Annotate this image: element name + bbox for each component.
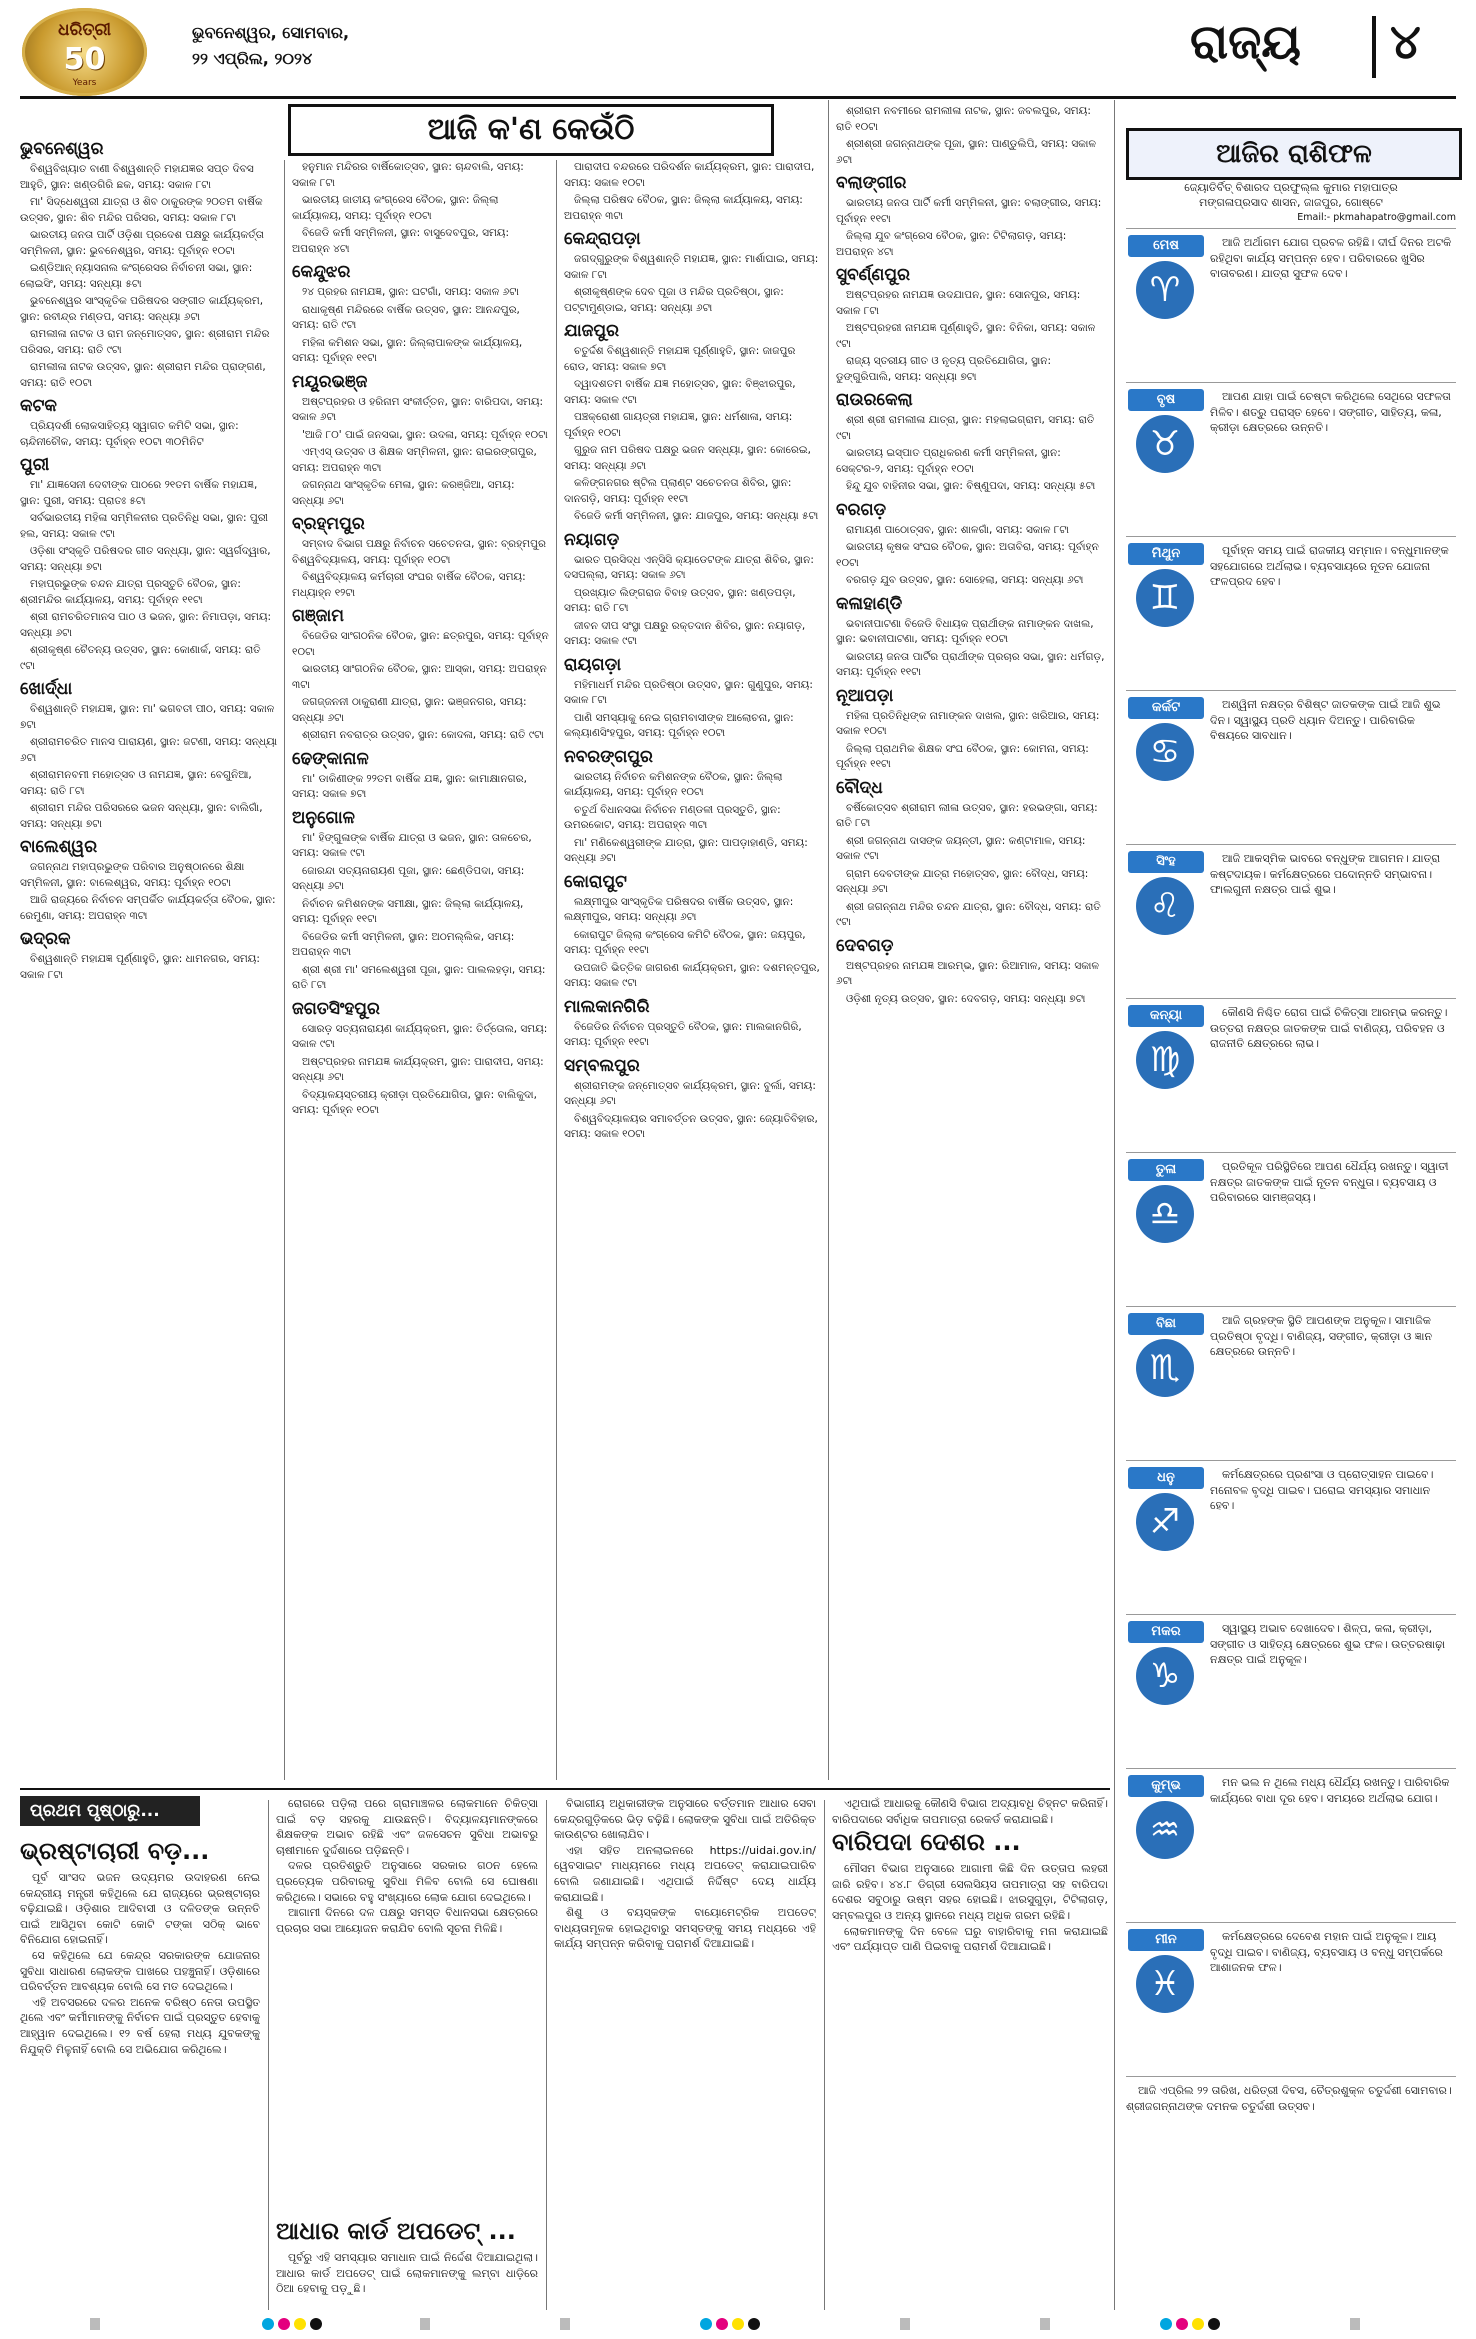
event-item: ମା' ଯାଜ୍ଞସେନୀ ଦେବୀଙ୍କ ପାଠରେ ୨୧ତମ ବାର୍ଷିକ ମହାଯଜ୍ଞ, ସ୍ଥାନ: ପୁରୀ, ସମୟ: ପ୍ରାତଃ ୫ଟା — [20, 479, 258, 507]
astrologer-email: Email:- pkmahapatro@gmail.com — [1297, 212, 1456, 223]
horoscope-sign — [1126, 382, 1456, 515]
sign-prediction: ମନ ଭଲ ନ ଥିଲେ ମଧ୍ୟ ଧୈର୍ଯ୍ୟ ରଖନ୍ତୁ। ପାରିବାରିକ କାର୍ଯ୍ୟରେ ବାଧା ଦୂର ହେବ। ସମୟରେ ଅର୍ଥଲାଭ ଯୋଗ। — [1210, 1776, 1450, 1805]
event-item: ସର୍ବଭାରତୀୟ ମହିଳା ସମ୍ମିଳନୀର ପ୍ରତିନିଧି ସଭା, ସ୍ଥାନ: ପୁରୀ ହଲ, ସମୟ: ସକାଳ ୯ଟା — [20, 512, 269, 540]
zodiac-icon: ♌ — [1136, 877, 1194, 935]
horoscope-sign — [1126, 1460, 1456, 1593]
story-4-para: ଏଥିପାଇଁ ଆଧାରକୁ କୌଣସି ବିଭାଗ ଅଦ୍ୟାବଧି ଚିହ୍ନଟ କରିନାହିଁ। ବାରିପଦାରେ ସର୍ବାଧିକ ତାପମାତ୍ରା ରେକର୍ଡ କରାଯାଇଛି। — [832, 1797, 1108, 1826]
story-4 — [832, 1796, 1108, 2311]
sign-prediction: ଆଜି ଅର୍ଥାଗମ ଯୋଗ ପ୍ରବଳ ରହିଛି। ଦୀର୍ଘ ଦିନର ଅଟକି ରହିଥିବା କାର୍ଯ୍ୟ ସମ୍ପନ୍ନ ହେବ। ପରିବାରରେ ଖୁସିର ବାତାବରଣ। ଯାତ୍ରା ସୁଫଳ ଦେବ। — [1210, 236, 1452, 280]
sign-name: କର୍କଟ — [1128, 697, 1204, 719]
column-rule — [284, 160, 285, 1780]
story-4-title: ବାରିପଦା ଦେଶର ... — [832, 1828, 1021, 1857]
district-heading: ନୟାଗଡ଼ — [564, 529, 620, 550]
zodiac-icon: ♋ — [1136, 723, 1194, 781]
event-item: ଅଷ୍ଟପ୍ରହର ନାମଯଜ୍ଞ ଉଦଯାପନ, ସ୍ଥାନ: ସୋନପୁର, ସମୟ: ସକାଳ ୮ଟା — [836, 289, 1081, 317]
event-item: ଅଷ୍ଟପ୍ରହର ନାମଯଜ୍ଞ କାର୍ଯ୍ୟକ୍ରମ, ସ୍ଥାନ: ପାରାଦୀପ, ସମୟ: ସନ୍ଧ୍ୟା ୬ଟା — [292, 1055, 544, 1083]
story-3-para: ବିଭାଗୀୟ ଅଧିକାରୀଙ୍କ ଅନୁସାରେ ବର୍ତ୍ତମାନ ଆଧାର ସେବା କେନ୍ଦ୍ରଗୁଡ଼ିକରେ ଭିଡ଼ ବଢ଼ିଛି। ଲୋକଙ୍କ ସୁବିଧା ପାଇଁ ଅତିରିକ୍ତ କାଉଣ୍ଟର ଖୋଲାଯିବ। — [554, 1797, 816, 1842]
district-heading: କୋରାପୁଟ — [564, 871, 627, 892]
event-item: ଅଷ୍ଟପ୍ରହର ଓ ହରିନାମ ସଂକୀର୍ତ୍ତନ, ସ୍ଥାନ: ବାରିପଦା, ସମୟ: ସକାଳ ୬ଟା — [292, 395, 544, 423]
district-heading: ରାୟଗଡ଼ା — [564, 654, 622, 675]
zodiac-icon: ♏ — [1136, 1339, 1194, 1397]
sign-prediction: କୌଣସି ନିଶ୍ଚିତ ରୋଗ ପାଇଁ ଚିକିତ୍ସା ଆରମ୍ଭ କରନ୍ତୁ। ଉତ୍ତରା ନକ୍ଷତ୍ର ଜାତକଙ୍କ ପାଇଁ ବାଣିଜ୍ୟ, ପରିବହନ ଓ ରାଜନୀତି କ୍ଷେତ୍ରରେ ଲାଭ। — [1210, 1006, 1448, 1050]
district-heading: ନୂଆପଡ଼ା — [836, 685, 894, 706]
event-item: ଜୋରନ୍ଦା ସତ୍ୟନାରାୟଣ ପୂଜା, ସ୍ଥାନ: ଛେଣ୍ଡିପଦା, ସମୟ: ସନ୍ଧ୍ୟା ୬ଟା — [292, 864, 525, 892]
horoscope-sign — [1126, 536, 1456, 669]
horoscope-sign — [1126, 690, 1456, 823]
event-item: ଗ୍ରାମ ଦେବତୀଙ୍କ ଯାତ୍ରା ମହୋତ୍ସବ, ସ୍ଥାନ: ବୌଦ୍ଧ, ସମୟ: ସନ୍ଧ୍ୟା ୬ଟା — [836, 867, 1089, 895]
events-banner: ଆଜି କ'ଣ କେଉଁଠି — [288, 104, 774, 156]
sign-name: ତୁଳା — [1128, 1159, 1204, 1181]
district-heading: ବାଲେଶ୍ୱର — [20, 837, 98, 857]
district-heading: ବୌଦ୍ଧ — [836, 777, 883, 798]
event-item: ଜିଲ୍ଲା ପରିଷଦ ବୈଠକ, ସ୍ଥାନ: ଜିଲ୍ଲା କାର୍ଯ୍ୟାଳୟ, ସମୟ: ଅପରାହ୍ନ ୩ଟା — [564, 194, 803, 222]
horoscope-sign — [1126, 1306, 1456, 1439]
event-item: ରାମଲୀଳା ନାଟକ ଉତ୍ସବ, ସ୍ଥାନ: ଶ୍ରୀରାମ ମନ୍ଦିର ପ୍ରାଙ୍ଗଣ, ସମୟ: ରାତି ୧୦ଟା — [20, 361, 266, 389]
district-heading: ବଲାଙ୍ଗୀର — [836, 173, 907, 193]
event-item: ରାଧାକୃଷ୍ଣ ମନ୍ଦିରରେ ବାର୍ଷିକ ଉତ୍ସବ, ସ୍ଥାନ: ଆନନ୍ଦପୁର, ସମୟ: ରାତି ୯ଟା — [292, 303, 520, 331]
event-item: ଏମ୍‌ଏସ୍ ଉତ୍ସବ ଓ ଶିକ୍ଷକ ସମ୍ମିଳନୀ, ସ୍ଥାନ: ରାଇରଙ୍ଗପୁର, ସମୟ: ଅପରାହ୍ନ ୩ଟା — [292, 446, 537, 474]
story-1 — [20, 1836, 260, 2306]
registration-marks — [0, 2318, 1476, 2330]
event-item: ବିଜେଡି କର୍ମୀ ସମ୍ମିଳନୀ, ସ୍ଥାନ: ଯାଜପୁର, ସମୟ: ସନ୍ଧ୍ୟା ୫ଟା — [574, 510, 819, 522]
event-item: ବିଶ୍ୱଶାନ୍ତି ମହାଯଜ୍ଞ, ସ୍ଥାନ: ମା' ଭଗବତୀ ପୀଠ, ସମୟ: ସକାଳ ୭ଟା — [20, 703, 275, 731]
district-heading: ବରଗଡ଼ — [836, 499, 887, 520]
district-heading: ଖୋର୍ଦ୍ଧା — [20, 679, 73, 699]
astrologer-info — [1126, 180, 1456, 225]
event-item: ଉପଜାତି ଭିତ୍ତିକ ଜାଗରଣ କାର୍ଯ୍ୟକ୍ରମ, ସ୍ଥାନ: ଦଶମନ୍ତପୁର, ସମୟ: ସକାଳ ୯ଟା — [564, 961, 820, 989]
column-rule — [268, 1800, 269, 2310]
dateline-date: ୨୨ ଏପ୍ରିଲ, ୨୦୨୪ — [192, 49, 313, 68]
event-item: ଭାରତୀୟ ଜାତୀୟ କଂଗ୍ରେସ ବୈଠକ, ସ୍ଥାନ: ଜିଲ୍ଲା କାର୍ଯ୍ୟାଳୟ, ସମୟ: ପୂର୍ବାହ୍ନ ୧୦ଟା — [292, 194, 499, 222]
event-item: ଶ୍ରୀରାମଚରିତ ମାନସ ପାରାୟଣ, ସ୍ଥାନ: ଜଟଣୀ, ସମୟ: ସନ୍ଧ୍ୟା ୬ଟା — [20, 736, 278, 764]
horoscope-sign — [1126, 844, 1456, 977]
event-item: ଭାରତୀୟ ଜନତା ପାର୍ଟି କର୍ମୀ ସମ୍ମିଳନୀ, ସ୍ଥାନ: ବଲାଙ୍ଗୀର, ସମୟ: ପୂର୍ବାହ୍ନ ୧୧ଟା — [836, 197, 1102, 225]
sign-name: ମେଷ — [1128, 235, 1204, 257]
event-item: ଶ୍ରୀକୃଷ୍ଣ ଚୈତନ୍ୟ ଉତ୍ସବ, ସ୍ଥାନ: କୋଣାର୍କ, ସମୟ: ରାତି ୯ଟା — [20, 644, 261, 672]
event-item: ମହିଳା କମିଶନ ସଭା, ସ୍ଥାନ: ଜିଲ୍ଲାପାଳଙ୍କ କାର୍ଯ୍ୟାଳୟ, ସମୟ: ପୂର୍ବାହ୍ନ ୧୧ଟା — [292, 336, 523, 364]
event-item: ଶ୍ରୀ ଜଗନ୍ନାଥ ମନ୍ଦିର ଚନ୍ଦନ ଯାତ୍ରା, ସ୍ଥାନ: ବୌଦ୍ଧ, ସମୟ: ରାତି ୯ଟା — [836, 900, 1101, 928]
event-item: ମା' ସିଦ୍ଧେଶ୍ୱରୀ ଯାତ୍ରା ଓ ଶିବ ଠାକୁରଙ୍କ ୨୦ତମ ବାର୍ଷିକ ଉତ୍ସବ, ସ୍ଥାନ: ଶିବ ମନ୍ଦିର ପରିସର, ସମୟ: ସକାଳ ୮ଟା — [20, 196, 263, 224]
event-item: 'ଆଜି ୮୦' ପାଇଁ ଜନସଭା, ସ୍ଥାନ: ଉଦଳା, ସମୟ: ପୂର୍ବାହ୍ନ ୧୦ଟା — [302, 428, 548, 441]
event-item: ମହିଳା ପ୍ରତିନିଧିଙ୍କ ନାମାଙ୍କନ ଦାଖଲ, ସ୍ଥାନ: ଖରିଆର, ସମୟ: ସକାଳ ୧୦ଟା — [836, 709, 1100, 737]
district-heading: ବ୍ରହ୍ମପୁର — [292, 514, 365, 534]
event-item: ଶ୍ରୀ ଶ୍ରୀ ମା' ସମଲେଶ୍ୱରୀ ପୂଜା, ସ୍ଥାନ: ପାଲଲହଡ଼ା, ସମୟ: ରାତି ୮ଟା — [292, 963, 546, 991]
event-item: ମହାପ୍ରଭୁଙ୍କ ଚନ୍ଦନ ଯାତ୍ରା ପ୍ରସ୍ତୁତି ବୈଠକ, ସ୍ଥାନ: ଶ୍ରୀମନ୍ଦିର କାର୍ଯ୍ୟାଳୟ, ସମୟ: ପୂର୍ବାହ୍ନ ୧୧ଟା — [20, 578, 241, 606]
events-column-3 — [564, 160, 822, 1784]
story-4-para: ଲୋକମାନଙ୍କୁ ଦିନ ବେଳେ ଘରୁ ବାହାରିବାକୁ ମନା କରାଯାଇଛି ଏବଂ ପର୍ଯ୍ୟାପ୍ତ ପାଣି ପିଇବାକୁ ପରାମର୍ଶ ଦିଆଯାଇଛି। — [832, 1924, 1108, 1954]
event-item: ଭାରତୀୟ କୃଷକ ସଂଘର ବୈଠକ, ସ୍ଥାନ: ଅତାବିରା, ସମୟ: ପୂର୍ବାହ୍ନ ୧୦ଟା — [836, 541, 1099, 569]
event-item: ସୋରଡ଼ ସତ୍ୟନାରାୟଣ କାର୍ଯ୍ୟକ୍ରମ, ସ୍ଥାନ: ତିର୍ତ୍ତୋଲ, ସମୟ: ସକାଳ ୯ଟା — [292, 1022, 548, 1050]
event-item: ମା' ହିଙ୍ଗୁଳାଙ୍କ ବାର୍ଷିକ ଯାତ୍ରା ଓ ଭଜନ, ସ୍ଥାନ: ତାଳଚେର, ସମୟ: ସକାଳ ୯ଟା — [292, 831, 532, 859]
event-item: ବିଶ୍ୱବିଖ୍ୟାତ ବାଣୀ ବିଶ୍ୱଶାନ୍ତି ମହାଯଜ୍ଞର ସପ୍ତ ଦିବସ ଆହୁତି, ସ୍ଥାନ: ଖଣ୍ଡଗିରି ଛକ, ସମୟ: ସକାଳ ୮ଟା — [20, 163, 254, 191]
event-item: ସମ୍ବାଦ ବିଭାଗ ପକ୍ଷରୁ ନିର୍ବାଚନ ସଚେତନତା, ସ୍ଥାନ: ବ୍ରହ୍ମପୁର ବିଶ୍ୱବିଦ୍ୟାଳୟ, ସମୟ: ପୂର୍ବାହ୍ନ ୧୦ଟା — [292, 538, 546, 566]
district-heading: ଗଞ୍ଜାମ — [292, 606, 345, 626]
event-item: ଚତୁର୍ଥ ବିଧାନସଭା ନିର୍ବାଚନ ମଣ୍ଡଳୀ ପ୍ରସ୍ତୁତି, ସ୍ଥାନ: ଉମରକୋଟ, ସମୟ: ଅପରାହ୍ନ ୩ଟା — [564, 803, 781, 831]
event-item: ଭାରତୀୟ ସାଂଗଠନିକ ବୈଠକ, ସ୍ଥାନ: ଆସ୍କା, ସମୟ: ଅପରାହ୍ନ ୩ଟା — [292, 663, 547, 691]
horoscope-sign — [1126, 1922, 1456, 2055]
event-item: ଶ୍ରୀରାମନବମୀ ମହୋତ୍ସବ ଓ ନାମଯଜ୍ଞ, ସ୍ଥାନ: ବେଗୁନିଆ, ସମୟ: ରାତି ୮ଟା — [20, 769, 252, 797]
zodiac-icon: ♒ — [1136, 1801, 1194, 1859]
event-item: ଜିଲ୍ଲା ଯୁବ କଂଗ୍ରେସ ବୈଠକ, ସ୍ଥାନ: ଟିଟିଲାଗଡ଼, ସମୟ: ଅପରାହ୍ନ ୪ଟା — [836, 230, 1067, 258]
bottom-section-rule — [20, 1788, 1110, 1790]
event-item: ଅଷ୍ଟପ୍ରହରୀ ନାମଯଜ୍ଞ ପୂର୍ଣ୍ଣାହୁତି, ସ୍ଥାନ: ବିନିକା, ସମୟ: ସକାଳ ୯ଟା — [836, 322, 1096, 350]
column-rule — [556, 160, 557, 1780]
event-item: ବିଜେଡିର କର୍ମୀ ସମ୍ମିଳନୀ, ସ୍ଥାନ: ଅଠମଲ୍ଲିକ, ସମୟ: ଅପରାହ୍ନ ୩ଟା — [292, 930, 515, 958]
district-heading: କେନ୍ଦୁଝର — [292, 262, 351, 282]
district-heading: ମୟୂରଭଞ୍ଜ — [292, 371, 368, 392]
sign-prediction: ପ୍ରତିକୂଳ ପରିସ୍ଥିତିରେ ଆପଣ ଧୈର୍ଯ୍ୟ ରଖନ୍ତୁ। ସ୍ୱାତୀ ନକ୍ଷତ୍ର ଜାତକଙ୍କ ପାଇଁ ନୂତନ ବନ୍ଧୁତା। ବ୍ୟବସାୟ ଓ ପରିବାରରେ ସାମଞ୍ଜସ୍ୟ। — [1210, 1160, 1449, 1204]
festival-note: ଆଜି ଏପ୍ରିଲ ୨୨ ତାରିଖ, ଧରିତ୍ରୀ ଦିବସ, ଚୈତ୍ରଶୁକ୍ଳ ଚତୁର୍ଦ୍ଦଶୀ ସୋମବାର। ଶ୍ରୀଜଗନ୍ନାଥଙ୍କ ଦମନକ ଚତୁର୍ଦ୍ଦଶୀ ଉତ୍ସବ। — [1126, 2076, 1456, 2114]
district-heading: ରାଉରକେଲା — [836, 390, 913, 410]
event-item: ଜିଲ୍ଲା ପ୍ରାଥମିକ ଶିକ୍ଷକ ସଂଘ ବୈଠକ, ସ୍ଥାନ: କୋମନା, ସମୟ: ପୂର୍ବାହ୍ନ ୧୧ଟା — [836, 742, 1089, 770]
event-item: ପଞ୍ଚକ୍ରୋଶୀ ଗାୟତ୍ରୀ ମହାଯଜ୍ଞ, ସ୍ଥାନ: ଧର୍ମଶାଳା, ସମୟ: ପୂର୍ବାହ୍ନ ୧୦ଟା — [564, 411, 793, 439]
event-item: ଶ୍ରୀ ରାମଚରିତମାନସ ପାଠ ଓ ଭଜନ, ସ୍ଥାନ: ନିମାପଡ଼ା, ସମୟ: ସନ୍ଧ୍ୟା ୬ଟା — [20, 611, 272, 639]
district-heading: ଜଗତସିଂହପୁର — [292, 998, 380, 1019]
event-item: ରାମଲୀଳା ନାଟକ ଓ ରାମ ଜନ୍ମୋତ୍ସବ, ସ୍ଥାନ: ଶ୍ରୀରାମ ମନ୍ଦିର ପରିସର, ସମୟ: ରାତି ୯ଟା — [20, 328, 270, 356]
sign-name: କନ୍ୟା — [1128, 1005, 1204, 1027]
event-item: ଶ୍ରୀରାମ ନବରାତ୍ର ଉତ୍ସବ, ସ୍ଥାନ: କୋଦଳା, ସମୟ: ରାତି ୯ଟା — [302, 729, 544, 741]
event-item: ଜୀବନ ଦୀପ ସଂସ୍ଥା ପକ୍ଷରୁ ରକ୍ତଦାନ ଶିବିର, ସ୍ଥାନ: ନୟାଗଡ଼, ସମୟ: ସକାଳ ୯ଟା — [564, 619, 806, 647]
district-heading: ଅନୁଗୋଳ — [292, 807, 355, 828]
column-rule — [1114, 100, 1115, 2310]
story-1-para: ପୂର୍ବ ସାଂସଦ ଭଜନ ଉଦ୍ୟମର ଉଦାହରଣ ନେଇ କେନ୍ଦ୍ରୀୟ ମନ୍ତ୍ରୀ କହିଥିଲେ ଯେ ରାଜ୍ୟରେ ଭ୍ରଷ୍ଟାଚାର ବଢ଼ିଯାଇଛି। ଓଡ଼ିଶାର ଆଦିବାସୀ ଓ ଦଳିତଙ୍କ ଉନ୍ନତି ପାଇଁ ଆସିଥିବା କୋଟି କୋଟି ଟଙ୍କା ସଠିକ୍ ଭାବେ ବିନିଯୋଗ ହୋଇନାହିଁ। — [20, 1871, 260, 1947]
event-item: ରାମାୟଣ ପାଠୋତ୍ସବ, ସ୍ଥାନ: ଶାଳଗାଁ, ସମୟ: ସକାଳ ୮ଟା — [846, 523, 1070, 536]
event-item: ଇଣ୍ଡିଆନ୍ ନ୍ୟାସନାଲ କଂଗ୍ରେସର ନିର୍ବାଚନୀ ସଭା, ସ୍ଥାନ: ଲୋଇସିଂ, ସମୟ: ସନ୍ଧ୍ୟା ୫ଟା — [20, 262, 253, 290]
event-item: ବିଜେଡି କର୍ମୀ ସମ୍ମିଳନୀ, ସ୍ଥାନ: ବାସୁଦେବପୁର, ସମୟ: ଅପରାହ୍ନ ୪ଟା — [292, 227, 509, 255]
story-1-continued — [276, 1796, 538, 2126]
event-item: ଶ୍ରୀଶ୍ରୀ ଜଗନ୍ନାଥଙ୍କ ପୂଜା, ସ୍ଥାନ: ପାଣ୍ଡୁଲିପି, ସମୟ: ସକାଳ ୬ଟା — [836, 138, 1096, 166]
story-1-para: ଏହି ଅବସରରେ ଦଳର ଅନେକ ବରିଷ୍ଠ ନେତା ଉପସ୍ଥିତ ଥିଲେ ଏବଂ କର୍ମୀମାନଙ୍କୁ ନିର୍ବାଚନ ପାଇଁ ପ୍ରସ୍ତୁତ ହେବାକୁ ଆହ୍ୱାନ ଦେଇଥିଲେ। ୧୨ ବର୍ଷ ହେଲା ମଧ୍ୟ ଯୁବକଙ୍କୁ ନିଯୁକ୍ତି ମିଳୁନାହିଁ ବୋଲି ସେ ଅଭିଯୋଗ କରିଥିଲେ। — [20, 1995, 260, 2056]
astrologer-name: ଜ୍ୟୋତିର୍ବିତ୍ ବିଶାରଦ ପ୍ରଫୁଲ୍ଲ କୁମାର ମହାପାତ୍ର — [1184, 181, 1398, 194]
district-heading: ମାଲକାନଗିରି — [564, 996, 650, 1017]
story-1-para: ରୋଗରେ ପଡ଼ିଲା ପରେ ଗ୍ରାମାଞ୍ଚଳର ଲୋକମାନେ ଚିକିତ୍ସା ପାଇଁ ବଡ଼ ସହରକୁ ଯାଉଛନ୍ତି। ବିଦ୍ୟାଳୟମାନଙ୍କରେ ଶିକ୍ଷକଙ୍କ ଅଭାବ ରହିଛି ଏବଂ ଜଳସେଚନ ସୁବିଧା ଅଭାବରୁ ଚାଷୀମାନେ ଦୁର୍ଦ୍ଦଶାରେ ପଡ଼ିଛନ୍ତି। — [276, 1797, 538, 1857]
event-item: ଶ୍ରୀ ଶ୍ରୀ ରାମଲୀଳା ଯାତ୍ରା, ସ୍ଥାନ: ମହଲାଇଗ୍ରାମ, ସମୟ: ରାତି ୯ଟା — [836, 414, 1095, 442]
horoscope-sign — [1126, 1152, 1456, 1285]
dateline — [192, 20, 349, 72]
story-2-title: ଆଧାର କାର୍ଡ ଅପଡେଟ୍ ... — [276, 2217, 516, 2245]
event-item: ଶ୍ରୀକୃଷ୍ଣଙ୍କ ଦେବ ପୂଜା ଓ ମନ୍ଦିର ପ୍ରତିଷ୍ଠା, ସ୍ଥାନ: ପଟ୍ଟାମୁଣ୍ଡାଇ, ସମୟ: ସନ୍ଧ୍ୟା ୬ଟା — [564, 286, 784, 314]
zodiac-icon: ♈ — [1136, 261, 1194, 319]
event-item: ଜଗନ୍ନାଥ ମହାପ୍ରଭୁଙ୍କ ପରିବାର ଅନୁଷ୍ଠାନରେ ଶିକ୍ଷା ସମ୍ମିଳନୀ, ସ୍ଥାନ: ବାଲେଶ୍ୱର, ସମୟ: ପୂର୍ବାହ୍ନ ୧୦ଟା — [20, 861, 245, 889]
front-page-label: ପ୍ରଥମ ପୃଷ୍ଠାରୁ... — [20, 1796, 200, 1826]
horoscope-sign — [1126, 228, 1456, 361]
column-rule — [828, 100, 829, 1780]
zodiac-icon: ♐ — [1136, 1493, 1194, 1551]
event-item: ବିଦ୍ୟାଳୟସ୍ତରୀୟ କ୍ରୀଡ଼ା ପ୍ରତିଯୋଗିତା, ସ୍ଥାନ: ବାଲିକୁଦା, ସମୟ: ପୂର୍ବାହ୍ନ ୧୦ଟା — [292, 1088, 537, 1116]
event-item: ଜଗନ୍ନାଥ ସାଂସ୍କୃତିକ ମେଳା, ସ୍ଥାନ: କରଞ୍ଜିଆ, ସମୟ: ସନ୍ଧ୍ୟା ୬ଟା — [292, 479, 515, 507]
district-heading: କଳାହାଣ୍ଡି — [836, 593, 903, 614]
astrologer-address: ମଙ୍ଗଳାପ୍ରସାଦ ଶାସନ, ଜାଜପୁର, ଗୋଷ୍ଟେ — [1199, 196, 1383, 209]
event-item: ଓଡ଼ିଶୀ ନୃତ୍ୟ ଉତ୍ସବ, ସ୍ଥାନ: ଦେବଗଡ଼, ସମୟ: ସନ୍ଧ୍ୟା ୭ଟା — [846, 992, 1086, 1005]
story-2 — [276, 2216, 538, 2311]
event-item: ନିର୍ବାଚନ କମିଶନଙ୍କ ସମୀକ୍ଷା, ସ୍ଥାନ: ଜିଲ୍ଲା କାର୍ଯ୍ୟାଳୟ, ସମୟ: ପୂର୍ବାହ୍ନ ୧୧ଟା — [292, 897, 524, 925]
story-3-para: ଏହା ସହିତ ଅନଲାଇନରେ https://uidai.gov.in/ ୱେବସାଇଟ ମାଧ୍ୟମରେ ମଧ୍ୟ ଅପଡେଟ୍ କରାଯାଇପାରିବ ବୋଲି ଜଣାଯାଇଛି। ଏଥିପାଇଁ ନିର୍ଦ୍ଦିଷ୍ଟ ଦେୟ ଧାର୍ଯ୍ୟ କରାଯାଇଛି। — [554, 1843, 816, 1904]
event-item: ପ୍ରଖ୍ୟାତ ଲିଙ୍ଗରାଜ ବିବାହ ଉତ୍ସବ, ସ୍ଥାନ: ଖଣ୍ଡପଡ଼ା, ସମୟ: ରାତି ୮ଟା — [564, 586, 796, 614]
logo-name: ଧରିତ୍ରୀ — [57, 20, 112, 40]
event-item: ମା' ମଣିକେଶ୍ୱରୀଙ୍କ ଯାତ୍ରା, ସ୍ଥାନ: ପାପଡ଼ାହାଣ୍ଡି, ସମୟ: ସନ୍ଧ୍ୟା ୬ଟା — [564, 836, 808, 864]
sign-prediction: କର୍ମକ୍ଷେତ୍ରରେ ଦେବେଶ ମହାନ ପାଇଁ ଅନୁକୂଳ। ଆୟ ବୃଦ୍ଧି ପାଇବ। ବାଣିଜ୍ୟ, ବ୍ୟବସାୟ ଓ ବନ୍ଧୁ ସମ୍ପର୍କରେ ଆଶାଜନକ ଫଳ। — [1210, 1930, 1443, 1974]
event-item: ପ୍ରିୟଦର୍ଶୀ ଲୋକସାହିତ୍ୟ ସ୍ୱାଗତ କମିଟି ସଭା, ସ୍ଥାନ: ଚାନ୍ଦିନୀଚୌକ, ସମୟ: ପୂର୍ବାହ୍ନ ୧୦ଟା ୩୦ମିନିଟ — [20, 420, 239, 448]
page-number: ୪ — [1390, 14, 1421, 70]
event-item: ପାରାଦୀପ ବନ୍ଦରରେ ପରିଦର୍ଶନ କାର୍ଯ୍ୟକ୍ରମ, ସ୍ଥାନ: ପାରାଦୀପ, ସମୟ: ସକାଳ ୧୦ଟା — [564, 161, 815, 189]
event-item: ଜଗଜ୍ଜନନୀ ଠାକୁରାଣୀ ଯାତ୍ରା, ସ୍ଥାନ: ଭଞ୍ଜନଗର, ସମୟ: ସନ୍ଧ୍ୟା ୬ଟା — [292, 696, 527, 724]
district-heading: କଟକ — [20, 396, 57, 416]
district-heading: କେନ୍ଦ୍ରାପଡ଼ା — [564, 229, 641, 249]
sign-name: ମୀନ — [1128, 1929, 1204, 1951]
event-item: କୋରାପୁଟ ଜିଲ୍ଲା କଂଗ୍ରେସ କମିଟି ବୈଠକ, ସ୍ଥାନ: ଜୟପୁର, ସମୟ: ପୂର୍ବାହ୍ନ ୧୧ଟା — [564, 928, 806, 956]
event-item: ବିଶ୍ୱବିଦ୍ୟାଳୟର ସମାବର୍ତ୍ତନ ଉତ୍ସବ, ସ୍ଥାନ: ଜ୍ୟୋତିବିହାର, ସମୟ: ସକାଳ ୧୦ଟା — [564, 1112, 818, 1140]
sign-name: ଧନୁ — [1128, 1467, 1204, 1489]
district-heading: ଭୁବନେଶ୍ୱର — [20, 139, 104, 159]
event-item: ରାଜ୍ୟ ସ୍ତରୀୟ ଗୀତ ଓ ନୃତ୍ୟ ପ୍ରତିଯୋଗିତା, ସ୍ଥାନ: ଡୁଙ୍ଗୁରିପାଲି, ସମୟ: ସନ୍ଧ୍ୟା ୭ଟା — [836, 355, 1052, 383]
story-2-para: ପୂର୍ବରୁ ଏହି ସମସ୍ୟାର ସମାଧାନ ପାଇଁ ନିର୍ଦ୍ଦେଶ ଦିଆଯାଇଥିଲା। ଆଧାର କାର୍ଡ ଅପଡେଟ୍ ପାଇଁ ଲୋକମାନଙ୍କୁ ଲମ୍ବା ଧାଡ଼ିରେ ଠିଆ ହେବାକୁ ପଡ଼ୁଛି। — [276, 2251, 538, 2296]
event-item: ଭାରତୀୟ ନିର୍ବାଚନ କମିଶନଙ୍କ ବୈଠକ, ସ୍ଥାନ: ଜିଲ୍ଲା କାର୍ଯ୍ୟାଳୟ, ସମୟ: ପୂର୍ବାହ୍ନ ୧୦ଟା — [564, 770, 783, 798]
horoscope-sign — [1126, 998, 1456, 1131]
event-item: ବରଗଡ଼ ଯୁବ ଉତ୍ସବ, ସ୍ଥାନ: ସୋହେଲା, ସମୟ: ସନ୍ଧ୍ୟା ୬ଟା — [846, 574, 1084, 586]
zodiac-icon: ♉ — [1136, 415, 1194, 473]
event-item: ପାଣି ସମସ୍ୟାକୁ ନେଇ ଗ୍ରାମବାସୀଙ୍କ ଆଲୋଚନା, ସ୍ଥାନ: କଲ୍ୟାଣସିଂହପୁର, ସମୟ: ପୂର୍ବାହ୍ନ ୧୦ଟା — [564, 711, 794, 739]
column-rule — [824, 1800, 825, 2310]
sign-prediction: ଅଶ୍ୱିନୀ ନକ୍ଷତ୍ର ବିଶିଷ୍ଟ ଜାତକଙ୍କ ପାଇଁ ଆଜି ଶୁଭ ଦିନ। ସ୍ୱାସ୍ଥ୍ୟ ପ୍ରତି ଧ୍ୟାନ ଦିଅନ୍ତୁ। ପାରିବାରିକ ବିଷୟରେ ସାବଧାନ। — [1210, 698, 1441, 742]
column-rule — [546, 1800, 547, 2310]
event-item: ଭୁବନେଶ୍ୱର ସାଂସ୍କୃତିକ ପରିଷଦର ସଙ୍ଗୀତ କାର୍ଯ୍ୟକ୍ରମ, ସ୍ଥାନ: ରବୀନ୍ଦ୍ର ମଣ୍ଡପ, ସମୟ: ସନ୍ଧ୍ୟା ୬ଟା — [20, 295, 264, 323]
event-item: ଅଷ୍ଟପ୍ରହର ନାମଯଜ୍ଞ ଆରମ୍ଭ, ସ୍ଥାନ: ରିଆମାଳ, ସମୟ: ସକାଳ ୬ଟା — [836, 959, 1099, 987]
event-item: ଦ୍ୱାଦଶତମ ବାର୍ଷିକ ଯଜ୍ଞ ମହୋତ୍ସବ, ସ୍ଥାନ: ବିଞ୍ଝାରପୁର, ସମୟ: ସକାଳ ୯ଟା — [564, 378, 796, 406]
sign-name: ବୃଷ — [1128, 389, 1204, 411]
events-column-1 — [20, 134, 278, 1784]
event-item: ଲକ୍ଷ୍ମୀପୁର ସାଂସ୍କୃତିକ ପରିଷଦର ବାର୍ଷିକ ଉତ୍ସବ, ସ୍ଥାନ: ଲକ୍ଷ୍ମୀପୁର, ସମୟ: ସନ୍ଧ୍ୟା ୬ଟା — [564, 895, 794, 923]
events-column-4 — [836, 104, 1106, 1784]
event-item: ବର୍ଷିକୋତ୍ସବ ଶ୍ରୀରାମ ଲୀଳା ଉତ୍ସବ, ସ୍ଥାନ: ହରଭଙ୍ଗା, ସମୟ: ରାତି ୮ଟା — [836, 801, 1098, 829]
event-item: ଭାରତୀୟ ଜନତା ପାର୍ଟି ଓଡ଼ିଶା ପ୍ରଦେଶ ପକ୍ଷରୁ କାର୍ଯ୍ୟକର୍ତ୍ତା ସମ୍ମିଳନୀ, ସ୍ଥାନ: ଭୁବନେଶ୍ୱର, ସମୟ: ପୂର୍ବାହ୍ନ ୧୦ଟା — [20, 229, 264, 257]
newspaper-logo — [22, 8, 147, 96]
district-heading: ଦେବଗଡ଼ — [836, 935, 894, 956]
event-item: ବିଜେଡିର ସାଂଗଠନିକ ବୈଠକ, ସ୍ଥାନ: ଛତ୍ରପୁର, ସମୟ: ପୂର୍ବାହ୍ନ ୧୦ଟା — [292, 630, 549, 658]
event-item: ୨୪ ପ୍ରହର ନାମଯଜ୍ଞ, ସ୍ଥାନ: ଘଟଗାଁ, ସମୟ: ସକାଳ ୬ଟା — [302, 286, 519, 298]
story-1-para: ଦଳର ପ୍ରତିଶ୍ରୁତି ଅନୁସାରେ ସରକାର ଗଠନ ହେଲେ ପ୍ରତ୍ୟେକ ପରିବାରକୁ ସୁବିଧା ମିଳିବ ବୋଲି ସେ ଘୋଷଣା କରିଥିଲେ। ସଭାରେ ବହୁ ସଂଖ୍ୟାରେ ଲୋକ ଯୋଗ ଦେଇଥିଲେ। — [276, 1859, 538, 1904]
zodiac-icon: ♊ — [1136, 569, 1194, 627]
event-item: ଭବାନୀପାଟଣା ବିଜେଡି ବିଧାୟକ ପ୍ରାର୍ଥୀଙ୍କ ନାମାଙ୍କନ ଦାଖଲ, ସ୍ଥାନ: ଭବାନୀପାଟଣା, ସମୟ: ପୂର୍ବାହ୍ନ ୧୦ଟା — [836, 617, 1094, 645]
events-column-2 — [292, 160, 550, 1784]
horoscope-sign — [1126, 1614, 1456, 1747]
district-heading: ସୁବର୍ଣ୍ଣପୁର — [836, 265, 910, 285]
horoscope-sign — [1126, 1768, 1456, 1901]
event-item: ବିଜେଡିର ନିର୍ବାଚନ ପ୍ରସ୍ତୁତି ବୈଠକ, ସ୍ଥାନ: ମାଲକାନଗିରି, ସମୟ: ପୂର୍ବାହ୍ନ ୧୧ଟା — [564, 1020, 802, 1048]
event-item: ଗୁରୁଜ ନାମ ପରିଷଦ ପକ୍ଷରୁ ଭଜନ ସନ୍ଧ୍ୟା, ସ୍ଥାନ: କୋରେଇ, ସମୟ: ସନ୍ଧ୍ୟା ୬ଟା — [564, 444, 811, 472]
event-item: ଜଗଦ୍ଗୁରୁଙ୍କ ବିଶ୍ୱଶାନ୍ତି ମହାଯଜ୍ଞ, ସ୍ଥାନ: ମାର୍ଶାଘାଇ, ସମୟ: ସକାଳ ୮ଟା — [564, 253, 819, 281]
zodiac-icon: ♑ — [1136, 1647, 1194, 1705]
story-3-para: ଶିଶୁ ଓ ବୟସ୍କଙ୍କ ବାୟୋମେଟ୍ରିକ ଅପଡେଟ୍ ବାଧ୍ୟତାମୂଳକ ହୋଇଥିବାରୁ ସମସ୍ତଙ୍କୁ ସମୟ ମଧ୍ୟରେ ଏହି କାର୍ଯ୍ୟ ସମ୍ପନ୍ନ କରିବାକୁ ପରାମର୍ଶ ଦିଆଯାଇଛି। — [554, 1906, 816, 1951]
district-heading: ଢେଙ୍କାନାଳ — [292, 748, 369, 769]
sign-prediction: ପୂର୍ବାହ୍ନ ସମୟ ପାଇଁ ରାଜକୀୟ ସମ୍ମାନ। ବନ୍ଧୁମାନଙ୍କ ସହଯୋଗରେ ଅର୍ଥଲାଭ। ବ୍ୟବସାୟରେ ନୂତନ ଯୋଜନା ଫଳପ୍ରଦ ହେବ। — [1210, 544, 1449, 588]
event-item: ହିନ୍ଦୁ ଯୁବ ବାହିନୀର ସଭା, ସ୍ଥାନ: ବିଷ୍ଣୁପଦା, ସମୟ: ସନ୍ଧ୍ୟା ୫ଟା — [846, 480, 1096, 492]
zodiac-icon: ♎ — [1136, 1185, 1194, 1243]
event-item: ଭାରତୀୟ ଇସ୍ପାତ ପ୍ରାଧିକରଣ କର୍ମୀ ସମ୍ମିଳନୀ, ସ୍ଥାନ: ସେକ୍ଟର-୨, ସମୟ: ପୂର୍ବାହ୍ନ ୧୦ଟା — [836, 447, 1061, 475]
logo-years: Years — [72, 78, 97, 88]
story-1-title: ଭ୍ରଷ୍ଟାଚାରୀ ବଡ଼... — [20, 1837, 210, 1865]
zodiac-icon: ♍ — [1136, 1031, 1194, 1089]
header-rule — [20, 96, 1456, 99]
sign-name: ବିଛା — [1128, 1313, 1204, 1335]
sign-prediction: ସ୍ୱାସ୍ଥ୍ୟ ଅଭାବ ଦେଖାଦେବ। ଶିଳ୍ପ, କଳା, କ୍ରୀଡ଼ା, ସଙ୍ଗୀତ ଓ ସାହିତ୍ୟ କ୍ଷେତ୍ରରେ ଶୁଭ ଫଳ। ଉତ୍ତରଷାଢ଼ା ନକ୍ଷତ୍ର ପାଇଁ ଅନୁକୂଳ। — [1210, 1622, 1446, 1666]
story-1-para: ସେ କହିଥିଲେ ଯେ କେନ୍ଦ୍ର ସରକାରଙ୍କ ଯୋଜନାର ସୁବିଧା ସାଧାରଣ ଲୋକଙ୍କ ପାଖରେ ପହଞ୍ଚୁନାହିଁ। ଓଡ଼ିଶାରେ ପରିବର୍ତ୍ତନ ଆବଶ୍ୟକ ବୋଲି ସେ ମତ ଦେଇଥିଲେ। — [20, 1948, 260, 1994]
event-item: ଭାରତ ପ୍ରସିଦ୍ଧ ଏନ୍‌ସିସି କ୍ୟାଡେଟଙ୍କ ଯାତ୍ରା ଶିବିର, ସ୍ଥାନ: ଦସପଲ୍ଲା, ସମୟ: ସକାଳ ୬ଟା — [564, 553, 814, 581]
sign-name: କୁମ୍ଭ — [1128, 1775, 1204, 1797]
story-3 — [554, 1796, 816, 2311]
page-separator — [1372, 16, 1376, 78]
dateline-place: ଭୁବନେଶ୍ୱର, ସୋମବାର, — [192, 23, 350, 42]
event-item: ଆଜି ରାଜ୍ୟରେ ନିର୍ବାଚନ ସମ୍ପର୍କିତ କାର୍ଯ୍ୟକର୍ତ୍ତା ବୈଠକ, ସ୍ଥାନ: ରେମୁଣା, ସମୟ: ଅପରାହ୍ନ ୩ଟା — [20, 894, 276, 922]
horoscope-title: ଆଜିର ରାଶିଫଳ — [1126, 128, 1462, 180]
story-4-para: ମୌସମ ବିଭାଗ ଅନୁସାରେ ଆଗାମୀ କିଛି ଦିନ ଉତ୍ତାପ ଲହରୀ ଜାରି ରହିବ। ୪୪.୮ ଡିଗ୍ରୀ ସେଲସିୟସ ତାପମାତ୍ରା ସହ ବାରିପଦା ଦେଶର ସବୁଠାରୁ ଉଷ୍ମ ସହର ହୋଇଛି। ଝାରସୁଗୁଡ଼ା, ଟିଟିଲାଗଡ଼, ସମ୍ବଲପୁର ଓ ଅନ୍ୟ ସ୍ଥାନରେ ମଧ୍ୟ ଅଧିକ ଗରମ ରହିଛି। — [832, 1862, 1108, 1922]
event-item: ଶ୍ରୀ ଜଗନ୍ନାଥ ଦାସଙ୍କ ଜୟନ୍ତୀ, ସ୍ଥାନ: କଣ୍ଟାମାଳ, ସମୟ: ସକାଳ ୯ଟା — [836, 834, 1086, 862]
sign-prediction: ଆଜି ଆକସ୍ମିକ ଭାବରେ ବନ୍ଧୁଙ୍କ ଆଗମନ। ଯାତ୍ରା କଷ୍ଟଦାୟକ। କର୍ମକ୍ଷେତ୍ରରେ ପଦୋନ୍ନତି ସମ୍ଭାବନା। ଫାଲଗୁନୀ ନକ୍ଷତ୍ର ପାଇଁ ଶୁଭ। — [1210, 852, 1441, 896]
event-item: ବିଶ୍ୱବିଦ୍ୟାଳୟ କର୍ମଚାରୀ ସଂଘର ବାର୍ଷିକ ବୈଠକ, ସମୟ: ମଧ୍ୟାହ୍ନ ୧୨ଟା — [292, 571, 526, 599]
event-item: ଶ୍ରୀରାମଙ୍କ ଜନ୍ମୋତ୍ସବ କାର୍ଯ୍ୟକ୍ରମ, ସ୍ଥାନ: ବୁର୍ଲା, ସମୟ: ସନ୍ଧ୍ୟା ୬ଟା — [564, 1079, 816, 1107]
section-title: ରାଜ୍ୟ — [1190, 14, 1301, 70]
sign-prediction: ଆପଣ ଯାହା ପାଇଁ ଚେଷ୍ଟା କରିଥିଲେ ସେଥିରେ ସଫଳତା ମିଳିବ। ଶତ୍ରୁ ପରାସ୍ତ ହେବେ। ସଙ୍ଗୀତ, ସାହିତ୍ୟ, କଳା, କ୍ରୀଡ଼ା କ୍ଷେତ୍ରରେ ଉନ୍ନତି। — [1210, 390, 1451, 434]
sign-prediction: କର୍ମକ୍ଷେତ୍ରରେ ପ୍ରଶଂସା ଓ ପ୍ରୋତ୍ସାହନ ପାଇବେ। ମନୋବଳ ବୃଦ୍ଧି ପାଇବ। ଘରୋଇ ସମସ୍ୟାର ସମାଧାନ ହେବ। — [1210, 1468, 1434, 1512]
district-heading: ସମ୍ବଲପୁର — [564, 1055, 640, 1076]
sign-name: ମିଥୁନ — [1128, 543, 1204, 565]
event-item: ଓଡ଼ିଶା ସଂସ୍କୃତି ପରିଷଦର ଗୀତ ସନ୍ଧ୍ୟା, ସ୍ଥାନ: ସ୍ୱର୍ଗଦ୍ୱାର, ସମୟ: ସନ୍ଧ୍ୟା ୭ଟା — [20, 545, 271, 573]
event-item: ମହିମାଧର୍ମ ମନ୍ଦିର ପ୍ରତିଷ୍ଠା ଉତ୍ସବ, ସ୍ଥାନ: ଗୁଣୁପୁର, ସମୟ: ସକାଳ ୮ଟା — [564, 678, 813, 706]
district-heading: ନବରଙ୍ଗପୁର — [564, 746, 653, 767]
sign-name: ମକର — [1128, 1621, 1204, 1643]
story-1-para: ଆଗାମୀ ଦିନରେ ଦଳ ପକ୍ଷରୁ ସମସ୍ତ ବିଧାନସଭା କ୍ଷେତ୍ରରେ ପ୍ରଚାର ସଭା ଆୟୋଜନ କରାଯିବ ବୋଲି ସୂଚନା ମିଳିଛି। — [276, 1906, 538, 1935]
sign-prediction: ଆଜି ଗ୍ରହଙ୍କ ସ୍ଥିତି ଆପଣଙ୍କ ଅନୁକୂଳ। ସାମାଜିକ ପ୍ରତିଷ୍ଠା ବୃଦ୍ଧି। ବାଣିଜ୍ୟ, ସଙ୍ଗୀତ, କ୍ରୀଡ଼ା ଓ ଜ୍ଞାନ କ୍ଷେତ୍ରରେ ଉନ୍ନତି। — [1210, 1314, 1433, 1358]
event-item: ଶ୍ରୀରାମ ମନ୍ଦିର ପରିସରରେ ଭଜନ ସନ୍ଧ୍ୟା, ସ୍ଥାନ: ବାଲିଗାଁ, ସମୟ: ସନ୍ଧ୍ୟା ୭ଟା — [20, 802, 263, 830]
event-item: କଳିଙ୍ଗନଗର ଷ୍ଟିଲ ପ୍ଲାଣ୍ଟ ସଚେତନତା ଶିବିର, ସ୍ଥାନ: ଦାନଗଡ଼ି, ସମୟ: ପୂର୍ବାହ୍ନ ୧୧ଟା — [564, 477, 792, 505]
event-item: ଚତୁର୍ଦ୍ଦଶ ବିଶ୍ୱଶାନ୍ତି ମହାଯଜ୍ଞ ପୂର୍ଣ୍ଣାହୁତି, ସ୍ଥାନ: ଜାଜପୁର ରୋଡ, ସମୟ: ସକାଳ ୭ଟା — [564, 345, 796, 373]
district-heading: ଭଦ୍ରକ — [20, 929, 71, 949]
logo-anniversary: 50 — [63, 42, 106, 77]
zodiac-icon: ♓ — [1136, 1955, 1194, 2013]
event-item: ଶ୍ରୀରାମ ନବମୀରେ ରାମଲୀଳା ନାଟକ, ସ୍ଥାନ: ଜବଲପୁର, ସମୟ: ରାତି ୧୦ଟା — [836, 105, 1091, 133]
event-item: ଭାରତୀୟ ଜନତା ପାର୍ଟିର ପ୍ରାର୍ଥୀଙ୍କ ପ୍ରଚାର ସଭା, ସ୍ଥାନ: ଧର୍ମଗଡ଼, ସମୟ: ପୂର୍ବାହ୍ନ ୧୧ଟା — [836, 650, 1105, 678]
sign-name: ସିଂହ — [1128, 851, 1204, 873]
district-heading: ଯାଜପୁର — [564, 321, 619, 341]
district-heading: ପୁରୀ — [20, 455, 50, 475]
event-item: ହନୁମାନ ମନ୍ଦିରର ବାର୍ଷିକୋତ୍ସବ, ସ୍ଥାନ: ଚାନ୍ଦବାଲି, ସମୟ: ସକାଳ ୮ଟା — [292, 161, 524, 189]
event-item: ମା' ଡାକିଣୀଙ୍କ ୨୨ତମ ବାର୍ଷିକ ଯଜ୍ଞ, ସ୍ଥାନ: କାମାକ୍ଷାନଗର, ସମୟ: ସକାଳ ୭ଟା — [292, 772, 527, 800]
event-item: ବିଶ୍ୱଶାନ୍ତି ମହାଯଜ୍ଞ ପୂର୍ଣ୍ଣାହୁତି, ସ୍ଥାନ: ଧାମନଗର, ସମୟ: ସକାଳ ୮ଟା — [20, 953, 260, 981]
